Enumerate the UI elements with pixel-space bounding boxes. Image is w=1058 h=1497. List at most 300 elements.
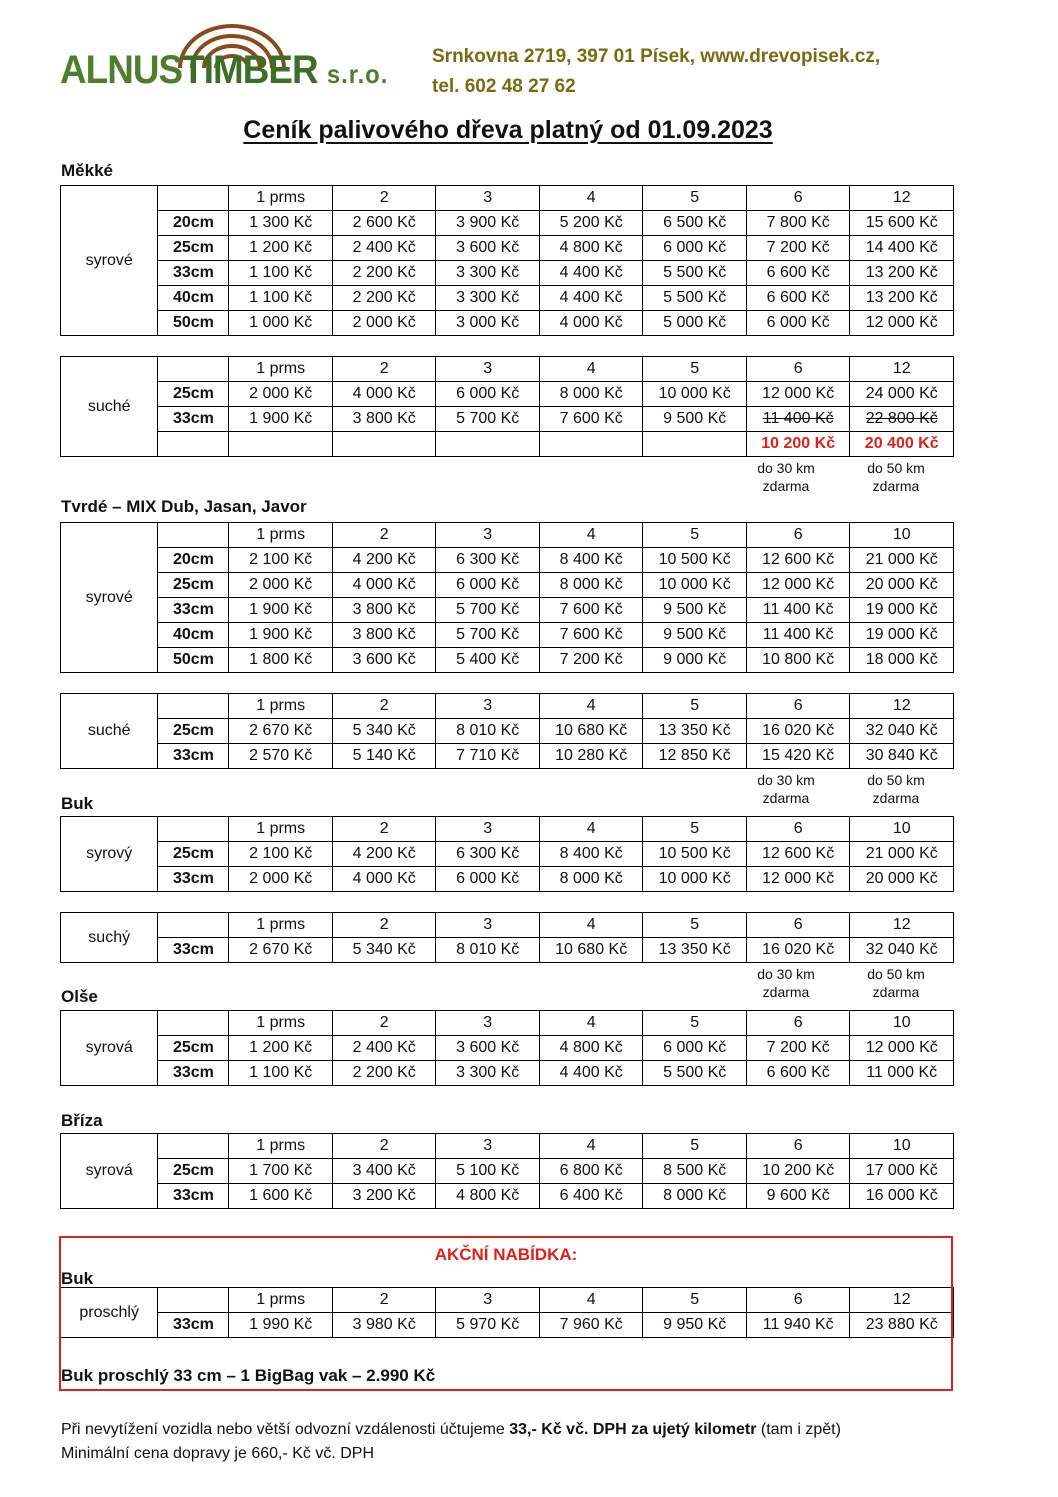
quantity-header: 3 (436, 1288, 540, 1313)
quantity-header: 3 (436, 817, 540, 842)
price-cell: 11 940 Kč (746, 1313, 850, 1338)
price-cell: 3 800 Kč (332, 598, 436, 623)
price-cell: 1 100 Kč (229, 1061, 333, 1086)
quantity-header: 6 (746, 1134, 850, 1159)
price-cell: 7 600 Kč (539, 623, 643, 648)
table-row (61, 1036, 954, 1061)
page-title: Ceník palivového dřeva platný od 01.09.2023 (243, 116, 773, 144)
price-cell: 32 040 Kč (850, 719, 954, 744)
price-cell: 5 500 Kč (643, 1061, 747, 1086)
section-mekke: Měkké (61, 161, 113, 180)
offer-section-buk: Buk (61, 1269, 94, 1288)
discount-price: 20 400 Kč (850, 432, 954, 457)
table-row (61, 261, 954, 286)
price-cell: 2 000 Kč (229, 382, 333, 407)
quantity-header: 5 (643, 186, 747, 211)
price-cell: 24 000 Kč (850, 382, 954, 407)
log-length: 33cm (158, 1061, 229, 1086)
price-cell: 9 500 Kč (643, 407, 747, 432)
price-cell: 2 400 Kč (332, 236, 436, 261)
price-cell: 7 600 Kč (539, 598, 643, 623)
quantity-header: 4 (539, 357, 643, 382)
price-cell: 6 600 Kč (746, 1061, 850, 1086)
log-length: 20cm (158, 211, 229, 236)
price-cell: 5 700 Kč (436, 598, 540, 623)
log-length: 33cm (158, 261, 229, 286)
log-length: 33cm (158, 1313, 229, 1338)
log-length: 40cm (158, 623, 229, 648)
price-cell: 16 020 Kč (746, 938, 850, 963)
quantity-header: 6 (746, 1011, 850, 1036)
price-cell: 3 600 Kč (436, 1036, 540, 1061)
log-length: 50cm (158, 648, 229, 673)
empty-cell (332, 432, 436, 457)
table-row (61, 842, 954, 867)
price-cell: 5 700 Kč (436, 407, 540, 432)
note-text: do 30 km (757, 460, 815, 476)
log-length: 33cm (158, 1184, 229, 1209)
quantity-header: 4 (539, 1011, 643, 1036)
note-text: zdarma (762, 790, 810, 806)
price-cell: 11 400 Kč (746, 623, 850, 648)
price-cell: 1 900 Kč (229, 407, 333, 432)
price-cell: 12 600 Kč (746, 548, 850, 573)
price-cell: 15 600 Kč (850, 211, 954, 236)
quantity-header: 5 (643, 357, 747, 382)
price-cell: 12 000 Kč (850, 1036, 954, 1061)
price-cell: 3 000 Kč (436, 311, 540, 336)
price-cell: 6 000 Kč (746, 311, 850, 336)
log-length: 33cm (158, 867, 229, 892)
quantity-header: 3 (436, 1134, 540, 1159)
price-cell: 6 500 Kč (643, 211, 747, 236)
price-cell: 4 000 Kč (332, 573, 436, 598)
table-header-row (61, 523, 954, 548)
price-cell: 1 900 Kč (229, 623, 333, 648)
table-row (61, 744, 954, 769)
note-text: do 50 km (867, 772, 925, 788)
empty-cell (436, 432, 540, 457)
quantity-header: 2 (332, 817, 436, 842)
delivery-note-50km (845, 771, 947, 807)
quantity-header: 2 (332, 1134, 436, 1159)
quantity-header: 3 (436, 913, 540, 938)
quantity-header: 3 (436, 1011, 540, 1036)
quantity-header: 6 (746, 186, 850, 211)
quantity-header: 6 (746, 357, 850, 382)
price-cell: 1 300 Kč (229, 211, 333, 236)
quantity-header: 1 prms (229, 694, 333, 719)
empty-cell (158, 694, 229, 719)
note-text: zdarma (872, 790, 920, 806)
price-cell: 12 850 Kč (643, 744, 747, 769)
price-cell: 6 000 Kč (643, 1036, 747, 1061)
address-line: Srnkovna 2719, 397 01 Písek, www.drevopisek.cz, (432, 46, 881, 67)
price-cell: 1 200 Kč (229, 1036, 333, 1061)
footer-bold-text: 33,- Kč vč. DPH za ujetý kilometr (509, 1421, 757, 1438)
table-header-row (61, 817, 954, 842)
wood-state-label: proschlý (61, 1288, 158, 1338)
price-cell: 6 000 Kč (643, 236, 747, 261)
log-length: 33cm (158, 744, 229, 769)
empty-cell (158, 357, 229, 382)
price-cell: 6 600 Kč (746, 286, 850, 311)
log-length: 33cm (158, 598, 229, 623)
price-table (60, 912, 954, 963)
price-cell: 13 200 Kč (850, 261, 954, 286)
quantity-header: 2 (332, 1011, 436, 1036)
price-cell: 6 300 Kč (436, 842, 540, 867)
quantity-header: 10 (850, 817, 954, 842)
price-cell: 8 000 Kč (539, 867, 643, 892)
quantity-header: 12 (850, 357, 954, 382)
price-cell: 13 350 Kč (643, 938, 747, 963)
quantity-header: 12 (850, 186, 954, 211)
price-cell: 12 000 Kč (746, 382, 850, 407)
quantity-header: 4 (539, 694, 643, 719)
price-cell: 7 800 Kč (746, 211, 850, 236)
price-cell: 2 670 Kč (229, 719, 333, 744)
price-cell: 10 000 Kč (643, 573, 747, 598)
price-table (60, 522, 954, 673)
quantity-header: 12 (850, 694, 954, 719)
footer-line-1 (61, 1418, 841, 1442)
footer-text: Při nevytížení vozidla nebo větší odvozní vzdálenosti účtujeme (61, 1421, 510, 1438)
table-row (61, 407, 954, 432)
price-cell: 3 900 Kč (436, 211, 540, 236)
table-header-row (61, 913, 954, 938)
wood-state-label: syrový (61, 817, 158, 892)
table-header-row (61, 1011, 954, 1036)
price-table (60, 693, 954, 769)
table-row (61, 719, 954, 744)
table-header-row (61, 357, 954, 382)
quantity-header: 5 (643, 1288, 747, 1313)
quantity-header: 4 (539, 913, 643, 938)
table-row (61, 1061, 954, 1086)
price-cell: 13 350 Kč (643, 719, 747, 744)
wood-state-label: syrová (61, 1011, 158, 1086)
price-cell: 4 000 Kč (332, 867, 436, 892)
price-cell: 1 800 Kč (229, 648, 333, 673)
quantity-header: 4 (539, 186, 643, 211)
log-length: 25cm (158, 719, 229, 744)
price-cell: 20 000 Kč (850, 573, 954, 598)
price-cell: 2 600 Kč (332, 211, 436, 236)
price-cell: 16 000 Kč (850, 1184, 954, 1209)
delivery-note-50km (845, 965, 947, 1001)
quantity-header: 1 prms (229, 186, 333, 211)
price-cell: 12 000 Kč (746, 867, 850, 892)
section-buk: Buk (61, 794, 94, 813)
table-header-row (61, 694, 954, 719)
price-cell: 10 000 Kč (643, 382, 747, 407)
delivery-note-30km (735, 459, 837, 495)
quantity-header: 5 (643, 694, 747, 719)
price-cell: 1 900 Kč (229, 598, 333, 623)
price-cell: 4 200 Kč (332, 842, 436, 867)
empty-cell (158, 913, 229, 938)
table-header-row (61, 1134, 954, 1159)
price-cell: 12 600 Kč (746, 842, 850, 867)
price-cell: 2 000 Kč (229, 867, 333, 892)
price-cell: 32 040 Kč (850, 938, 954, 963)
price-cell: 2 100 Kč (229, 548, 333, 573)
quantity-header: 12 (850, 1288, 954, 1313)
section-tvrde: Tvrdé – MIX Dub, Jasan, Javor (61, 497, 307, 516)
offer-title: AKČNÍ NABÍDKA: (434, 1245, 578, 1264)
empty-cell (158, 523, 229, 548)
table-row (61, 382, 954, 407)
table-row (61, 623, 954, 648)
price-cell: 7 200 Kč (746, 236, 850, 261)
empty-cell (158, 432, 229, 457)
logo-wordmark: ALNUSTIMBER s.r.o. (60, 48, 389, 92)
price-cell: 10 500 Kč (643, 842, 747, 867)
price-cell: 5 400 Kč (436, 648, 540, 673)
price-cell: 10 200 Kč (746, 1159, 850, 1184)
quantity-header: 3 (436, 357, 540, 382)
price-cell: 5 700 Kč (436, 623, 540, 648)
empty-cell (229, 432, 333, 457)
price-cell: 1 700 Kč (229, 1159, 333, 1184)
table-row (61, 867, 954, 892)
quantity-header: 5 (643, 817, 747, 842)
quantity-header: 1 prms (229, 357, 333, 382)
footer-text: (tam i zpět) (756, 1421, 841, 1438)
empty-cell (643, 432, 747, 457)
price-cell: 1 000 Kč (229, 311, 333, 336)
company-address (432, 42, 880, 102)
price-cell: 13 200 Kč (850, 286, 954, 311)
price-cell: 30 840 Kč (850, 744, 954, 769)
price-cell: 10 280 Kč (539, 744, 643, 769)
discount-price: 10 200 Kč (746, 432, 850, 457)
price-cell: 4 000 Kč (539, 311, 643, 336)
price-cell: 2 200 Kč (332, 261, 436, 286)
note-text: do 30 km (757, 966, 815, 982)
price-cell: 14 400 Kč (850, 236, 954, 261)
quantity-header: 6 (746, 913, 850, 938)
price-table (60, 185, 954, 336)
log-length: 33cm (158, 407, 229, 432)
delivery-note-30km (735, 965, 837, 1001)
note-text: zdarma (872, 984, 920, 1000)
quantity-header: 1 prms (229, 913, 333, 938)
note-text: zdarma (762, 478, 810, 494)
quantity-header: 3 (436, 186, 540, 211)
quantity-header: 5 (643, 1134, 747, 1159)
price-cell: 6 400 Kč (539, 1184, 643, 1209)
quantity-header: 5 (643, 913, 747, 938)
price-table (60, 356, 954, 457)
price-cell: 21 000 Kč (850, 548, 954, 573)
empty-cell (539, 432, 643, 457)
quantity-header: 6 (746, 694, 850, 719)
price-cell: 2 100 Kč (229, 842, 333, 867)
wood-state-label: suché (61, 694, 158, 769)
price-cell: 9 500 Kč (643, 623, 747, 648)
price-cell: 1 100 Kč (229, 286, 333, 311)
price-cell: 3 300 Kč (436, 261, 540, 286)
price-cell: 6 300 Kč (436, 548, 540, 573)
quantity-header: 3 (436, 694, 540, 719)
wood-state-label: syrová (61, 1134, 158, 1209)
price-cell: 5 970 Kč (436, 1313, 540, 1338)
price-cell: 2 000 Kč (332, 311, 436, 336)
price-cell: 11 400 Kč (746, 407, 850, 432)
log-length: 33cm (158, 938, 229, 963)
price-cell: 6 000 Kč (436, 867, 540, 892)
price-cell: 7 200 Kč (539, 648, 643, 673)
price-cell: 1 990 Kč (229, 1313, 333, 1338)
log-length: 40cm (158, 286, 229, 311)
price-cell: 4 400 Kč (539, 261, 643, 286)
quantity-header: 2 (332, 913, 436, 938)
quantity-header: 2 (332, 523, 436, 548)
footer-line-2: Minimální cena dopravy je 660,- Kč vč. DPH (61, 1445, 375, 1462)
price-cell: 2 200 Kč (332, 286, 436, 311)
delivery-note-30km (735, 771, 837, 807)
price-table (60, 816, 954, 892)
price-cell: 19 000 Kč (850, 623, 954, 648)
price-cell: 3 300 Kč (436, 286, 540, 311)
phone-line: tel. 602 48 27 62 (432, 76, 576, 97)
price-cell: 6 000 Kč (436, 382, 540, 407)
price-cell: 17 000 Kč (850, 1159, 954, 1184)
table-row (61, 211, 954, 236)
price-cell: 3 980 Kč (332, 1313, 436, 1338)
price-cell: 6 600 Kč (746, 261, 850, 286)
price-cell: 8 000 Kč (539, 382, 643, 407)
price-cell: 5 200 Kč (539, 211, 643, 236)
section-briza: Bříza (61, 1111, 103, 1130)
price-cell: 5 340 Kč (332, 938, 436, 963)
price-cell: 6 800 Kč (539, 1159, 643, 1184)
price-cell: 3 800 Kč (332, 407, 436, 432)
price-cell: 8 400 Kč (539, 842, 643, 867)
log-length: 25cm (158, 236, 229, 261)
price-cell: 4 200 Kč (332, 548, 436, 573)
quantity-header: 12 (850, 913, 954, 938)
empty-cell (158, 1134, 229, 1159)
price-cell: 7 960 Kč (539, 1313, 643, 1338)
price-cell: 4 800 Kč (436, 1184, 540, 1209)
quantity-header: 2 (332, 694, 436, 719)
quantity-header: 6 (746, 1288, 850, 1313)
price-cell: 5 000 Kč (643, 311, 747, 336)
quantity-header: 5 (643, 523, 747, 548)
price-cell: 5 140 Kč (332, 744, 436, 769)
price-cell: 8 000 Kč (539, 573, 643, 598)
company-logo (60, 20, 420, 102)
price-cell: 3 300 Kč (436, 1061, 540, 1086)
note-text: do 50 km (867, 460, 925, 476)
quantity-header: 5 (643, 1011, 747, 1036)
quantity-header: 1 prms (229, 817, 333, 842)
note-text: zdarma (872, 478, 920, 494)
price-cell: 15 420 Kč (746, 744, 850, 769)
price-cell: 10 500 Kč (643, 548, 747, 573)
price-cell: 7 200 Kč (746, 1036, 850, 1061)
quantity-header: 6 (746, 523, 850, 548)
price-cell: 20 000 Kč (850, 867, 954, 892)
price-cell: 9 000 Kč (643, 648, 747, 673)
quantity-header: 3 (436, 523, 540, 548)
price-cell: 3 200 Kč (332, 1184, 436, 1209)
quantity-header: 2 (332, 357, 436, 382)
price-cell: 4 400 Kč (539, 1061, 643, 1086)
table-row (61, 1184, 954, 1209)
quantity-header: 6 (746, 817, 850, 842)
quantity-header: 2 (332, 186, 436, 211)
table-header-row (61, 186, 954, 211)
price-cell: 7 600 Kč (539, 407, 643, 432)
price-cell: 5 100 Kč (436, 1159, 540, 1184)
wood-state-label: syrové (61, 523, 158, 673)
quantity-header: 2 (332, 1288, 436, 1313)
price-cell: 10 680 Kč (539, 938, 643, 963)
price-cell: 9 600 Kč (746, 1184, 850, 1209)
wood-state-label: syrové (61, 186, 158, 336)
price-cell: 4 800 Kč (539, 1036, 643, 1061)
empty-cell (158, 1011, 229, 1036)
price-cell: 5 500 Kč (643, 286, 747, 311)
price-cell: 10 000 Kč (643, 867, 747, 892)
price-cell: 9 950 Kč (643, 1313, 747, 1338)
price-cell: 1 600 Kč (229, 1184, 333, 1209)
wood-state-label: suché (61, 357, 158, 457)
price-cell: 12 000 Kč (746, 573, 850, 598)
discount-row (61, 432, 954, 457)
log-length: 25cm (158, 1036, 229, 1061)
price-cell: 10 800 Kč (746, 648, 850, 673)
note-text: zdarma (762, 984, 810, 1000)
quantity-header: 4 (539, 1288, 643, 1313)
price-cell: 18 000 Kč (850, 648, 954, 673)
log-length: 25cm (158, 842, 229, 867)
price-cell: 5 500 Kč (643, 261, 747, 286)
table-row (61, 598, 954, 623)
price-cell: 12 000 Kč (850, 311, 954, 336)
empty-cell (158, 186, 229, 211)
quantity-header: 1 prms (229, 1134, 333, 1159)
price-cell: 16 020 Kč (746, 719, 850, 744)
log-length: 20cm (158, 548, 229, 573)
quantity-header: 10 (850, 1011, 954, 1036)
table-row (61, 938, 954, 963)
price-cell: 4 400 Kč (539, 286, 643, 311)
price-cell: 21 000 Kč (850, 842, 954, 867)
price-cell: 8 010 Kč (436, 719, 540, 744)
price-cell: 3 600 Kč (436, 236, 540, 261)
quantity-header: 1 prms (229, 1288, 333, 1313)
price-cell: 4 000 Kč (332, 382, 436, 407)
table-row (61, 1159, 954, 1184)
quantity-header: 4 (539, 523, 643, 548)
price-cell: 8 000 Kč (643, 1184, 747, 1209)
note-text: do 50 km (867, 966, 925, 982)
log-length: 50cm (158, 311, 229, 336)
price-cell: 3 400 Kč (332, 1159, 436, 1184)
price-cell: 6 000 Kč (436, 573, 540, 598)
price-cell: 23 880 Kč (850, 1313, 954, 1338)
price-cell: 1 100 Kč (229, 261, 333, 286)
price-cell: 8 400 Kč (539, 548, 643, 573)
quantity-header: 4 (539, 1134, 643, 1159)
quantity-header: 1 prms (229, 523, 333, 548)
price-cell: 22 800 Kč (850, 407, 954, 432)
